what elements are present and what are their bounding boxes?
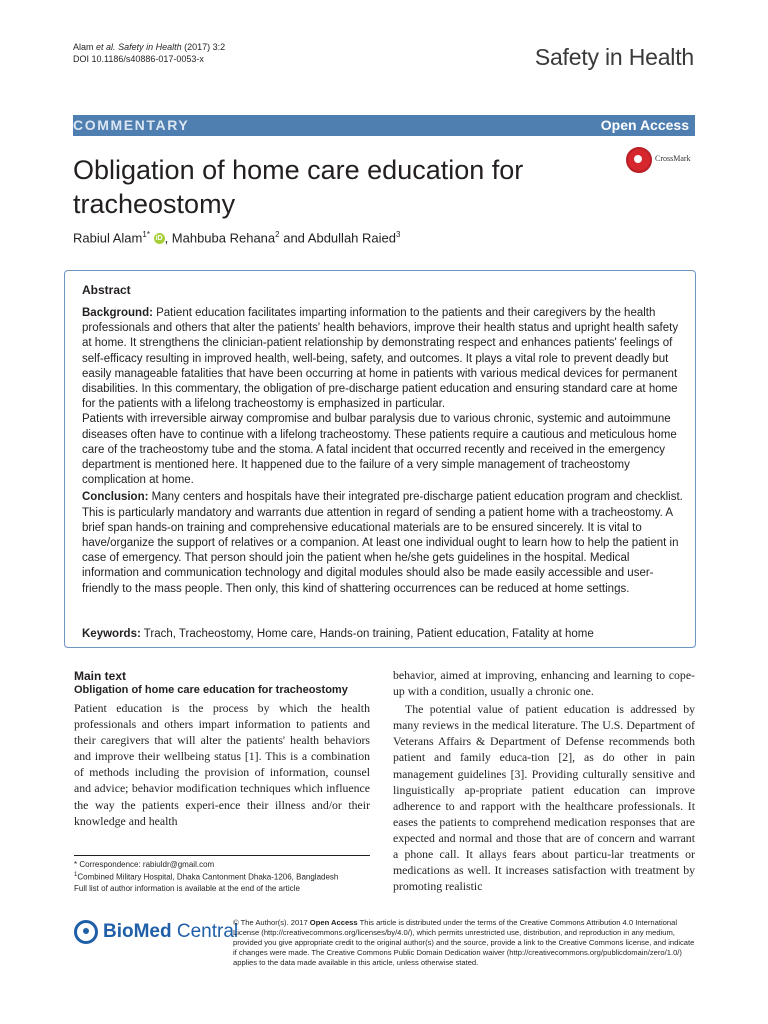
body-left-column (74, 700, 370, 829)
subsection-heading: Obligation of home care education for tracheostomy (74, 684, 348, 696)
license-text: This article is distributed under the terms of the Creative Commons Attribution 4.0 International License (http://creativecommons.org/licenses/by/4.0/), which permits unrestricted use, distribution, and reproduction in any medium, provided you give appropriate credit to the original author(s) and the source, provide a link to the Creative Commons license, and indicate if changes were made. The Creative Commons Public Domain Dedication waiver (http://creativecommons.org/publicdomain/zero/1.0/) applies to the data made available in this article, unless otherwise stated. (233, 918, 695, 967)
body-paragraph: The potential value of patient education is addressed by many reviews in the medical literature. The U.S. Department of Veterans Affairs & Department of Defense recommends both patient and family educa-tion [2], as do other in pain management guidelines [3]. Providing culturally sensitive and linguistically ap-propriate patient education can improve adherence to and rapport with the healthcare professionals. It eases the patients to comprehend medication responses that are expected and normal and those that are of concern and warrant a phone call. It allays fears about particu-lar treatments or medications as well. It increases satisfaction with treatment by promoting realistic (393, 702, 695, 894)
citation-journal: Safety in Health (118, 42, 182, 52)
keywords-text: Trach, Tracheostomy, Home care, Hands-on training, Patient education, Fatality at home (140, 628, 594, 640)
license-prefix: © The Author(s). 2017 (233, 918, 310, 927)
footnotes (74, 859, 338, 894)
crossmark-label: CrossMark (655, 154, 691, 163)
affiliation-note (74, 870, 338, 883)
body-paragraph: behavior, aimed at improving, enhancing and learning to cope-up with a condition, usually a chronic one. (393, 668, 695, 699)
article-title: Obligation of home care education for tracheostomy (73, 155, 524, 219)
open-access-label: Open Access (600, 117, 689, 133)
citation-etal: et al. (96, 42, 116, 52)
author-name[interactable]: and Abdullah Raied (279, 230, 396, 246)
section-heading-main-text: Main text (74, 669, 127, 683)
affiliation-text: Combined Military Hospital, Dhaka Cantonment Dhaka-1206, Bangladesh (77, 872, 339, 882)
full-list-note: Full list of author information is available at the end of the article (74, 883, 300, 893)
background-text: Patient education facilitates imparting information to the patients and their caregivers by the health professionals and others that alter the patients' health behaviors, improve their health status and upright health safety at home. It strengthens the clinician-patient relationship by demonstrating respect and enhances patients' feelings of self-efficacy resulting in improved health, well-being, safety, and outcomes. It plays a vital role to prevent deadly but easily manageable fatalities that have been occurring at home in patients with various medical devices for permanent disabilities. In this commentary, the obligation of pre-discharge patient education and ensuring standard care at home for the patients with a lifelong tracheostomy is emphasized in particular. (82, 307, 679, 411)
conclusion-label: Conclusion: (82, 491, 149, 504)
publisher-name-bio: BioMed (103, 921, 172, 942)
article-type-label: COMMENTARY (73, 117, 190, 133)
license-statement (233, 918, 695, 968)
abstract-heading: Abstract (82, 283, 131, 297)
body-paragraph: Patient education is the process by which the health professionals and others impart information to patients and their caregivers that will alter the patients' health behaviors and improve their wellbeing status [1]. This is a combination of methods including the provision of information, counsel and advice; behavior modification techniques which influence the way the patients experi-ence their illness and/or their knowledge and health (74, 701, 370, 828)
author-name[interactable]: Rabiul Alam (73, 230, 143, 246)
article-type-banner (73, 115, 695, 136)
keywords (82, 628, 594, 640)
background-label: Background: (82, 307, 153, 319)
author-affiliation-sup: 2 (275, 230, 280, 239)
abstract-body (82, 306, 688, 597)
abstract-conclusion (82, 490, 688, 596)
body-right-column (393, 667, 695, 894)
conclusion-text: Many centers and hospitals have their integrated pre-discharge patient education program and checklist. This is particularly mandatory and warrants due attention in regard of sending a patient home with a tracheostomy. A brief span hands-on training and comprehensive educational materials are to be ensured sincerely. It is vital to have/organize the support of relatives or a companion. At least one individual ought to learn how to help the patient in case of emergency. That person should join the patient when he/she gets guidelines in the hospital. Medical information and communication technology and digital modules should also be made easily accessible and user-friendly to the mass people. Then only, this kind of shattering occurrences can be reduced at home settings. (82, 491, 683, 595)
orcid-icon[interactable]: iD (155, 235, 163, 243)
author-list (73, 230, 400, 245)
abstract-background (82, 306, 688, 412)
citation-authors: Alam (73, 42, 94, 52)
author-name[interactable]: , Mahbuba Rehana (164, 230, 276, 246)
footnote-divider (74, 855, 370, 856)
publisher-name-central: Central (171, 921, 239, 942)
doi: DOI 10.1186/s40886-017-0053-x (73, 54, 204, 64)
citation-volume: (2017) 3:2 (184, 42, 226, 52)
biomed-central-icon (74, 920, 98, 944)
abstract-background-2: Patients with irreversible airway compromise and bulbar paralysis due to various chronic, systemic and autoimmune diseases often have to continue with a lifelong tracheostomy. These patients require a cautious and meticulous home care of the tracheostomy tube and the stoma. A fatal incident that occurred recently and received in the emergency department is mentioned here. It happened due to the failure of a very simple management of tracheostomy complication at home. (82, 413, 677, 487)
license-open-access: Open Access (309, 918, 358, 927)
journal-name: Safety in Health (534, 44, 694, 70)
author-affiliation-sup: 1* (142, 230, 150, 239)
affiliation-sup: 1 (74, 872, 78, 878)
crossmark-icon (626, 147, 652, 173)
author-affiliation-sup: 3 (395, 230, 401, 239)
keywords-label: Keywords: (82, 628, 141, 640)
correspondence-note[interactable]: * Correspondence: rabiuldr@gmail.com (74, 860, 215, 869)
running-header (73, 41, 225, 65)
